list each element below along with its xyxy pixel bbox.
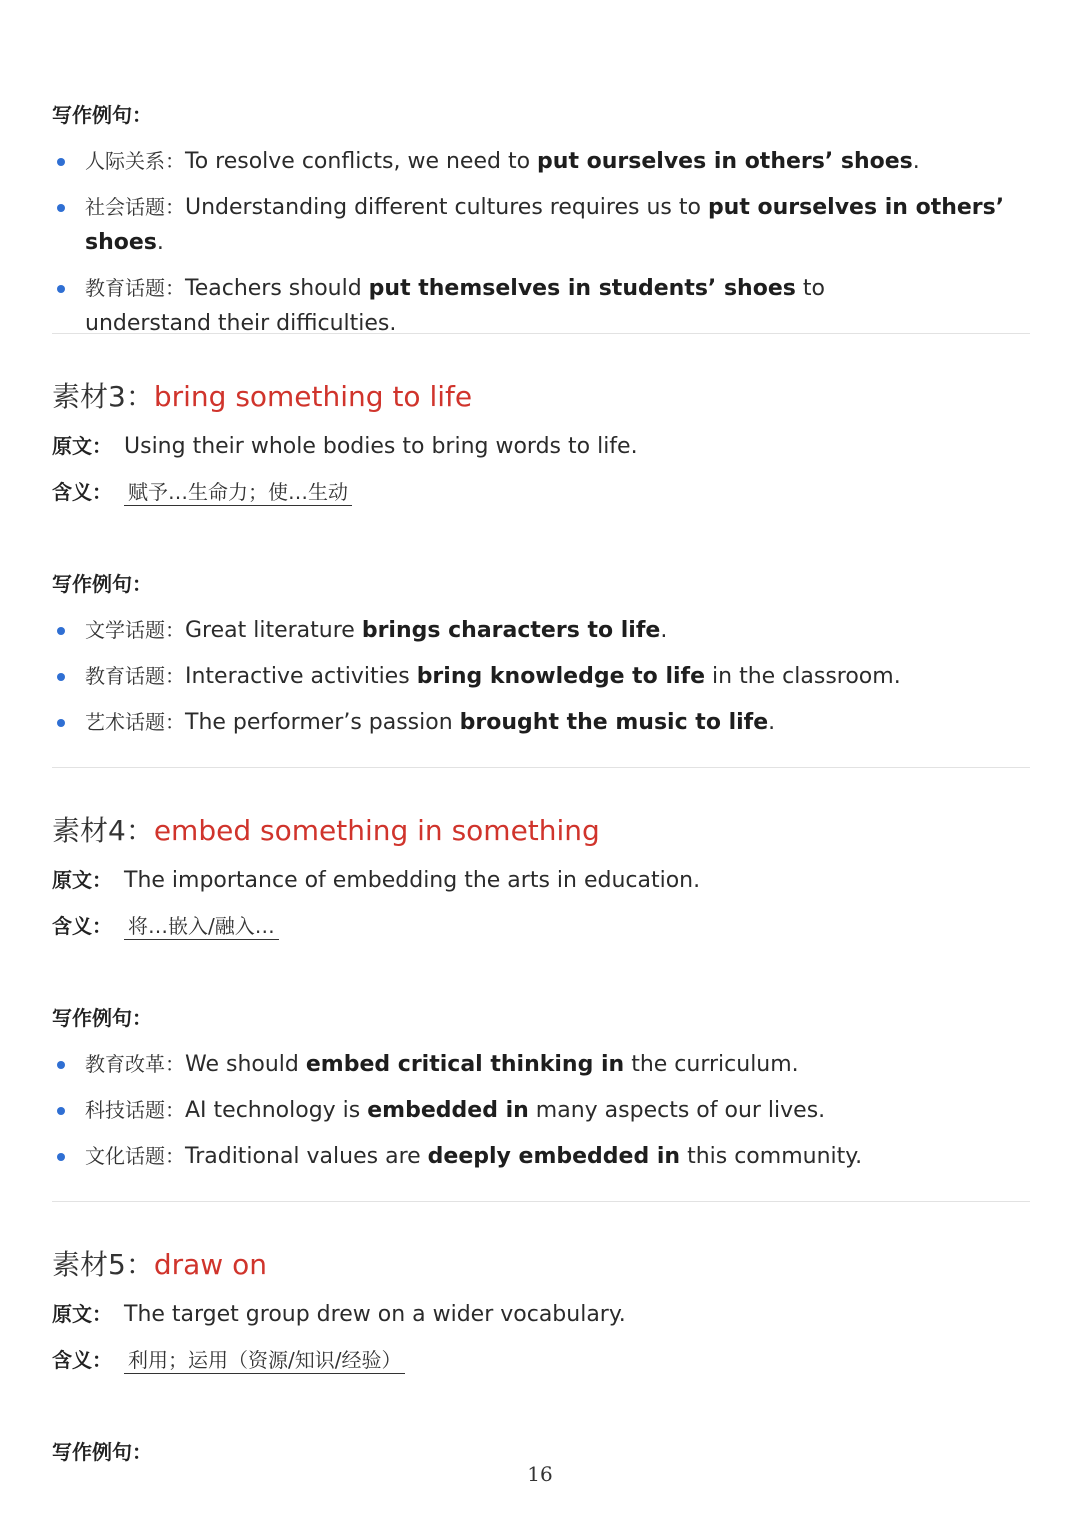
example-item: 教育话题：Interactive activities bring knowledge to life in the classroom. bbox=[52, 659, 1030, 694]
original-sentence: 原文： The importance of embedding the arts in education. bbox=[52, 868, 701, 893]
bullet-icon bbox=[57, 1061, 65, 1069]
bullet-icon bbox=[57, 719, 65, 727]
example-item: 文化话题：Traditional values are deeply embedded in this community. bbox=[52, 1139, 1030, 1174]
bullet-icon bbox=[57, 204, 65, 212]
examples-heading: 写作例句： bbox=[52, 1440, 152, 1464]
section-divider bbox=[52, 1201, 1030, 1202]
section-divider bbox=[52, 767, 1030, 768]
bullet-icon bbox=[57, 627, 65, 635]
example-item: 教育话题：Teachers should put themselves in students’ shoes to understand their difficulties. bbox=[52, 271, 1030, 341]
meaning-text: 利用；运用（资源/知识/经验） bbox=[124, 1348, 405, 1374]
example-item: 教育改革：We should embed critical thinking in the curriculum. bbox=[52, 1047, 1030, 1082]
bullet-icon bbox=[57, 285, 65, 293]
examples-heading: 写作例句： bbox=[52, 572, 152, 596]
section-divider bbox=[52, 333, 1030, 334]
examples-heading: 写作例句： bbox=[52, 103, 152, 127]
original-sentence: 原文： Using their whole bodies to bring words to life. bbox=[52, 434, 638, 459]
example-list bbox=[52, 1047, 1030, 1174]
page-number: 16 bbox=[527, 1462, 553, 1486]
meaning-text: 将…嵌入/融入… bbox=[124, 914, 279, 940]
example-item: 社会话题：Understanding different cultures requires us to put ourselves in others’ shoes. bbox=[52, 190, 1030, 260]
example-list bbox=[52, 613, 1030, 740]
bullet-icon bbox=[57, 158, 65, 166]
meaning-row: 含义： 将…嵌入/融入… bbox=[52, 911, 1030, 942]
bullet-icon bbox=[57, 1107, 65, 1115]
section-title: 素材5：draw on bbox=[52, 1248, 267, 1281]
meaning-row: 含义： 赋予…生命力；使…生动 bbox=[52, 477, 1030, 508]
bullet-icon bbox=[57, 673, 65, 681]
example-list bbox=[52, 144, 1030, 341]
example-item: 科技话题：AI technology is embedded in many aspects of our lives. bbox=[52, 1093, 1030, 1128]
example-item: 文学话题：Great literature brings characters to life. bbox=[52, 613, 1030, 648]
example-item: 艺术话题：The performer’s passion brought the music to life. bbox=[52, 705, 1030, 740]
meaning-row: 含义： 利用；运用（资源/知识/经验） bbox=[52, 1345, 1030, 1376]
section-title: 素材4：embed something in something bbox=[52, 814, 600, 847]
meaning-text: 赋予…生命力；使…生动 bbox=[124, 480, 352, 506]
examples-heading: 写作例句： bbox=[52, 1006, 152, 1030]
example-item: 人际关系：To resolve conflicts, we need to put ourselves in others’ shoes. bbox=[52, 144, 1030, 179]
section-title: 素材3：bring something to life bbox=[52, 380, 473, 413]
bullet-icon bbox=[57, 1153, 65, 1161]
original-sentence: 原文： The target group drew on a wider vocabulary. bbox=[52, 1302, 626, 1327]
